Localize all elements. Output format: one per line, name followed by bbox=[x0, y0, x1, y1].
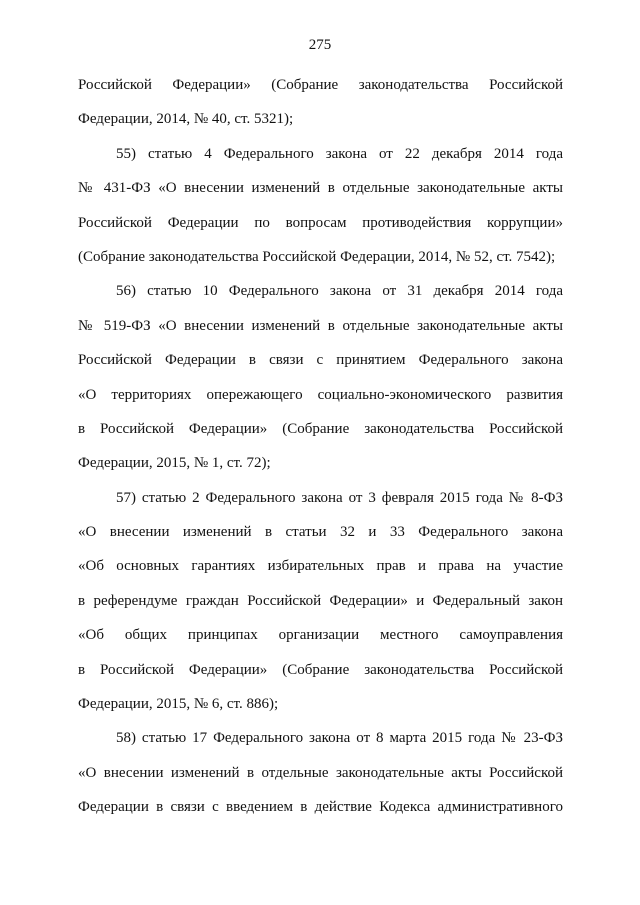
document-body bbox=[78, 73, 563, 830]
text-line: «О внесении изменений в отдельные законодательные акты Российской bbox=[78, 764, 563, 781]
text-line: Федерации, 2015, № 6, ст. 886); bbox=[78, 696, 279, 713]
text-line: Федерации, 2014, № 40, ст. 5321); bbox=[78, 111, 294, 128]
text-line: в Российской Федерации» (Собрание законодательства Российской bbox=[78, 661, 563, 678]
text-line: 58) статью 17 Федерального закона от 8 марта 2015 года № 23-ФЗ bbox=[116, 730, 563, 747]
text-line: 56) статью 10 Федерального закона от 31 декабря 2014 года bbox=[116, 283, 563, 300]
text-line: № 519-ФЗ «О внесении изменений в отдельные законодательные акты bbox=[78, 317, 563, 334]
text-line: Федерации в связи с введением в действие Кодекса административного bbox=[78, 799, 563, 816]
text-line: в референдуме граждан Российской Федерации» и Федеральный закон bbox=[78, 592, 563, 609]
page-number: 275 bbox=[308, 37, 332, 53]
text-line: «Об основных гарантиях избирательных прав и права на участие bbox=[78, 558, 563, 575]
text-line: «О территориях опережающего социально-экономического развития bbox=[78, 386, 563, 403]
text-line: в Российской Федерации» (Собрание законодательства Российской bbox=[78, 420, 563, 437]
text-line: «О внесении изменений в статьи 32 и 33 Федерального закона bbox=[78, 524, 563, 541]
text-line: Российской Федерации в связи с принятием Федерального закона bbox=[78, 352, 563, 369]
text-line: «Об общих принципах организации местного самоуправления bbox=[78, 627, 563, 644]
text-line: Российской Федерации по вопросам противодействия коррупции» bbox=[78, 214, 563, 231]
text-line: Российской Федерации» (Собрание законодательства Российской bbox=[78, 77, 563, 93]
text-line: 57) статью 2 Федерального закона от 3 февраля 2015 года № 8-ФЗ bbox=[116, 489, 563, 506]
text-line: Федерации, 2015, № 1, ст. 72); bbox=[78, 455, 271, 472]
text-line: 55) статью 4 Федерального закона от 22 декабря 2014 года bbox=[116, 145, 563, 162]
text-line: (Собрание законодательства Российской Федерации, 2014, № 52, ст. 7542); bbox=[78, 248, 556, 265]
text-line: № 431-ФЗ «О внесении изменений в отдельные законодательные акты bbox=[78, 180, 563, 197]
